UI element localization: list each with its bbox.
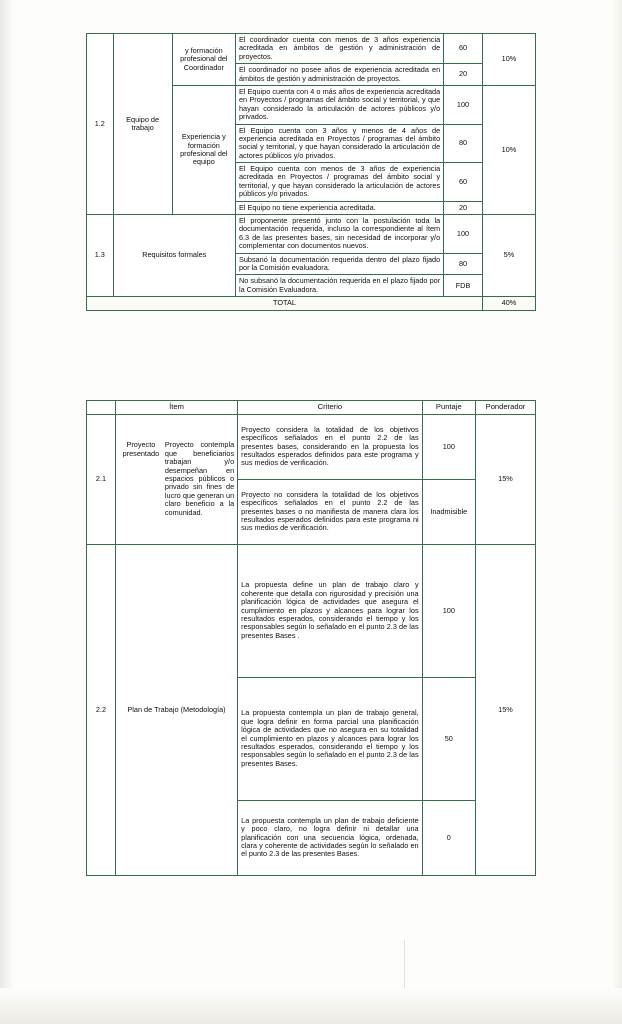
row-ponderador: 15% (475, 544, 535, 875)
row-item (115, 414, 237, 544)
total-label: TOTAL (87, 297, 483, 310)
criterion-points: 100 (422, 544, 475, 677)
row-number: 2.2 (87, 544, 116, 875)
row-subitem: y formación profesional del Coordinador (172, 34, 235, 86)
header-criterio: Criterio (238, 401, 422, 415)
row-item-label: Proyecto presentado (122, 440, 160, 458)
criterion-points: 100 (444, 215, 483, 254)
evaluation-table-two (86, 400, 536, 876)
total-value: 40% (482, 297, 535, 310)
criterion-text: La propuesta define un plan de trabajo claro y coherente que detalla con rigurosidad y precisión una planificación lógica de actividades que asegura el cumplimiento en plazos y alcances para lograr los resultados esperados, considerando el tiempo y los responsables según lo señalado en el punto 2.3 de las presentes Bases . (238, 544, 422, 677)
table-header-row (87, 401, 536, 415)
scan-bottom-shadow (0, 988, 622, 1024)
row-item: Plan de Trabajo (Metodología) (115, 544, 237, 875)
header-puntaje: Puntaje (422, 401, 475, 415)
header-ponderador: Ponderador (475, 401, 535, 415)
table-row (87, 414, 536, 479)
criterion-points: 20 (444, 64, 483, 86)
criterion-points: FDB (444, 275, 483, 297)
row-subitem: Experiencia y formación profesional del equipo (172, 85, 235, 214)
criterion-text: El Equipo cuenta con menos de 3 años de experiencia acreditada en Proyectos / programas del ámbito social y territorial, y que hayan considerado la articulación de actores públicos y/o privados. (235, 163, 443, 202)
criterion-points: 100 (422, 414, 475, 479)
criterion-points: 80 (444, 253, 483, 275)
row-item: Equipo de trabajo (113, 34, 172, 215)
scan-edge-left (0, 0, 14, 1024)
row-ponderador: 10% (482, 34, 535, 86)
criterion-text: El coordinador cuenta con menos de 3 años experiencia acreditada en ámbitos de gestión y administración de proyectos. (235, 34, 443, 64)
criterion-points: 60 (444, 163, 483, 202)
table-row (87, 34, 536, 64)
criterion-points: Inadmisible (422, 479, 475, 544)
criterion-text: Proyecto considera la totalidad de los objetivos específicos señalados en el punto 2.2 de las presentes bases, considerando en la propuesta los resultados esperados definidos para este programa y sus medios de verificación. (238, 414, 422, 479)
criterion-points: 20 (444, 201, 483, 214)
row-number: 1.3 (87, 215, 114, 297)
scan-fold-line (404, 940, 405, 1024)
row-ponderador: 15% (475, 414, 535, 544)
header-number (87, 401, 116, 415)
row-item-description: Proyecto contempla que beneficiarios trabajan y/o desempeñan en espacios públicos o privado sin fines de lucro que generan un claro beneficio a la comunidad. (164, 440, 235, 517)
criterion-points: 80 (444, 124, 483, 163)
evaluation-table-one (86, 33, 536, 311)
criterion-text: El Equipo no tiene experiencia acreditada. (235, 201, 443, 214)
row-number: 2.1 (87, 414, 116, 544)
table-row (87, 215, 536, 254)
row-number: 1.2 (87, 34, 114, 215)
criterion-points: 50 (422, 677, 475, 800)
criterion-text: El coordinador no posee años de experiencia acreditada en ámbitos de gestión y administración de proyectos. (235, 64, 443, 86)
row-item: Requisitos formales (113, 215, 235, 297)
criterion-points: 60 (444, 34, 483, 64)
criterion-text: Subsanó la documentación requerida dentro del plazo fijado por la Comisión evaluadora. (235, 253, 443, 275)
criterion-text: La propuesta contempla un plan de trabajo general, que logra definir en forma parcial una planificación lógica de actividades que no asegura en su totalidad el cumplimiento en plazos y alcances para lograr los resultados esperados, considerando el tiempo y los responsables según lo señalado en el punto 2.3 de las presentes Bases. (238, 677, 422, 800)
criterion-points: 100 (444, 85, 483, 124)
table-row (87, 544, 536, 677)
scan-edge-right (612, 0, 622, 1024)
criterion-points: 0 (422, 800, 475, 875)
row-ponderador: 10% (482, 85, 535, 214)
criterion-text: La propuesta contempla un plan de trabajo deficiente y poco claro, no logra definir ni detallar una planificación con una secuencia lógica, ordenada, clara y coherente de actividades según lo señalado en el punto 2.3 de las presentes Bases. (238, 800, 422, 875)
criterion-text: El proponente presentó junto con la postulación toda la documentación requerida, incluso la correspondiente al ítem 6.3 de las presentes bases, sin necesidad de incorporar y/o complementar con documentos nuevos. (235, 215, 443, 254)
criterion-text: El Equipo cuenta con 4 o más años de experiencia acreditada en Proyectos / programas del ámbito social y territorial, y que hayan considerado la articulación de actores públicos y/o privados. (235, 85, 443, 124)
criterion-text: No subsanó la documentación requerida en el plazo fijado por la Comisión Evaluadora. (235, 275, 443, 297)
total-row (87, 297, 536, 310)
row-ponderador: 5% (482, 215, 535, 297)
criterion-text: El Equipo cuenta con 3 años y menos de 4 años de experiencia acreditada en Proyectos / programas del ámbito social y territorial, y que hayan considerado la articulación de actores públicos y/o privados. (235, 124, 443, 163)
criterion-text: Proyecto no considera la totalidad de los objetivos específicos señalados en el punto 2.2 de las presentes bases o no manifiesta de manera clara los resultados esperados definidos para este programa ni sus medios de verificación. (238, 479, 422, 544)
header-item: Ítem (115, 401, 237, 415)
